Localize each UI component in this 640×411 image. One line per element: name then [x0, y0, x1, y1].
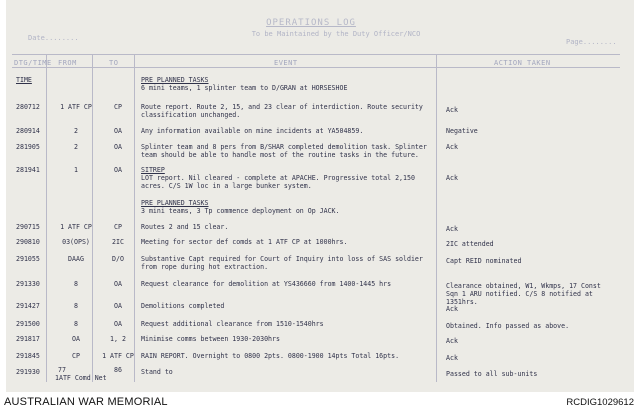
row-from: 03(OPS)	[62, 238, 90, 246]
archive-footer	[0, 392, 640, 411]
row-time: 290810	[16, 238, 40, 246]
row-to: OA	[114, 166, 122, 174]
row-time: 291330	[16, 280, 40, 288]
row-from: 2	[74, 127, 78, 135]
log-sheet	[6, 0, 634, 392]
row-time: 280914	[16, 127, 40, 135]
row-action: Passed to all sub-units	[446, 370, 538, 378]
col-header-action: ACTION TAKEN	[494, 59, 551, 67]
row-to: OA	[114, 280, 122, 288]
row-action: Obtained. Info passed as above.	[446, 322, 570, 330]
row-from: 1	[74, 166, 78, 174]
log-title: OPERATIONS LOG	[266, 18, 356, 28]
col-header-time: DTG/TIME	[14, 59, 52, 67]
row-to: OA	[114, 320, 122, 328]
row-event: Meeting for sector def comds at 1 ATF CP at 1000hrs.	[141, 238, 348, 246]
row-action: Ack	[446, 106, 458, 114]
row-time: 291845	[16, 352, 40, 360]
row-action: Ack	[446, 174, 458, 182]
row-time: 281941	[16, 166, 40, 174]
event-text: 6 mini teams, 1 splinter team to D/GRAN at HORSESHOE	[141, 84, 348, 92]
row-from: 1 ATF CP	[60, 223, 92, 231]
row-event: Request clearance for demolition at YS436660 from 1400-1445 hrs	[141, 280, 392, 288]
event-text: LOT report. Nil cleared - complete at APACHE. Progressive total 2,150 acres. C/S 1W loc in a large bunker system.	[141, 174, 415, 190]
row-to: 1 ATF CP	[102, 352, 134, 360]
row-action: Clearance obtained, W1, Wkmps, 17 Const Sqn 1 ARU notified. C/S 8 notified at 1351hrs.	[446, 282, 601, 306]
col-header-to: TO	[109, 59, 119, 67]
row-from: 1 ATF CP	[60, 103, 92, 111]
row-time: 281905	[16, 143, 40, 151]
row-from: 8	[74, 320, 78, 328]
row-event: Stand to	[141, 368, 173, 376]
date-field: Date........	[28, 34, 79, 42]
row-to: 2IC	[112, 238, 124, 246]
row-to: OA	[114, 143, 122, 151]
row-to: 1, 2	[110, 335, 126, 343]
row-time: 290715	[16, 223, 40, 231]
row-from: 2	[74, 143, 78, 151]
row-time: 291500	[16, 320, 40, 328]
row-event: RAIN REPORT. Overnight to 0800 2pts. 0800-1900 14pts Total 16pts.	[141, 352, 400, 360]
row-event: Minimise comms between 1930-2030hrs	[141, 335, 280, 343]
row-to: 86	[114, 366, 122, 374]
row-to: CP	[114, 103, 122, 111]
row-event: Route report. Route 2, 15, and 23 clear of interdiction. Route security classification unchanged.	[141, 103, 423, 119]
row-from: CP	[72, 352, 80, 360]
row-time: TIME	[16, 76, 32, 84]
row-action: Capt REID nominated	[446, 257, 522, 265]
row-event	[141, 76, 441, 92]
row-from: DAAG	[68, 255, 84, 263]
row-action: Ack	[446, 225, 458, 233]
row-to: CP	[114, 223, 122, 231]
log-subtitle: To be Maintained by the Duty Officer/NCO	[251, 30, 421, 38]
row-event: Any information available on mine incidents at YA504859.	[141, 127, 364, 135]
row-time: 291817	[16, 335, 40, 343]
archive-name: AUSTRALIAN WAR MEMORIAL	[4, 396, 168, 408]
row-action: Ack	[446, 337, 458, 345]
row-time: 291427	[16, 302, 40, 310]
row-from: OA	[72, 335, 80, 343]
row-time: 291055	[16, 255, 40, 263]
row-from: 77	[58, 366, 66, 374]
row-event: Splinter team and 8 pers from B/SHAR completed demolition task. Splinter team should be able to handle most of the routine tasks in the future.	[141, 143, 427, 159]
page-field: Page........	[566, 38, 617, 46]
event-text: 3 mini teams, 3 Tp commence deployment on Op JACK.	[141, 207, 340, 215]
col-header-from: FROM	[58, 59, 77, 67]
col-header-event: EVENT	[274, 59, 298, 67]
event-heading: SITREP	[141, 166, 165, 174]
archive-id: RCDIG1029612	[566, 397, 634, 408]
row-event	[141, 166, 441, 190]
row-action: Ack	[446, 143, 458, 151]
row-action: Negative	[446, 127, 478, 135]
row-time: 291930	[16, 368, 40, 376]
row-event: Routes 2 and 15 clear.	[141, 223, 229, 231]
row-time: 280712	[16, 103, 40, 111]
row-to: D/O	[112, 255, 124, 263]
row-action: Ack	[446, 354, 458, 362]
row-divider	[12, 67, 620, 68]
row-action: 2IC attended	[446, 240, 494, 248]
row-event: Demolitions completed	[141, 302, 225, 310]
row-net: 1ATF Comd Net	[55, 374, 107, 382]
row-from: 8	[74, 280, 78, 288]
event-heading: PRE PLANNED TASKS	[141, 199, 209, 207]
row-from: 8	[74, 302, 78, 310]
row-event	[141, 199, 441, 215]
row-to: OA	[114, 302, 122, 310]
row-to: OA	[114, 127, 122, 135]
row-event: Substantive Capt required for Court of Inquiry into loss of SAS soldier from rope during hot extraction.	[141, 255, 423, 271]
row-event: Request additional clearance from 1510-1540hrs	[141, 320, 324, 328]
event-heading: PRE PLANNED TASKS	[141, 76, 209, 84]
row-action: Ack	[446, 305, 458, 313]
row-divider	[12, 54, 620, 55]
